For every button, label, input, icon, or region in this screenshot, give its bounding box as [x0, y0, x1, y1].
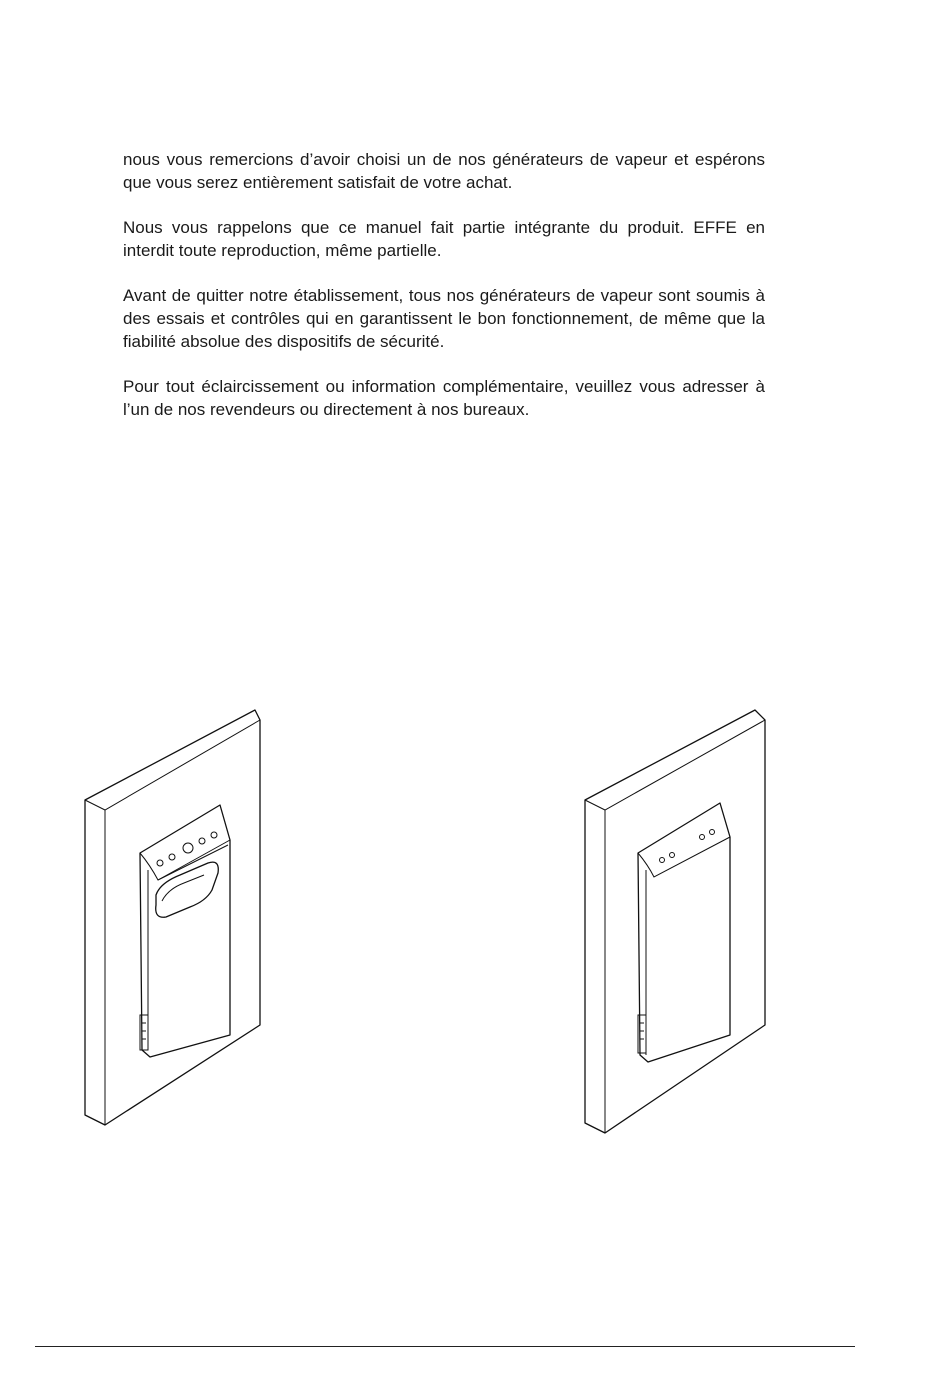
wall-mounted-steam-generator-icon	[580, 705, 780, 1135]
steam-generator-with-handle-illustration	[80, 705, 280, 1140]
paragraph-contact: Pour tout éclaircissement ou information complémentaire, veuillez vous adresser à l’un de nos revendeurs ou directement à nos bureaux.	[123, 377, 765, 419]
steam-generator-illustration	[580, 705, 780, 1140]
intro-text	[123, 148, 765, 443]
paragraph-thanks: nous vous remercions d’avoir choisi un de nos générateurs de vapeur et espérons que vous serez entièrement satisfait de votre achat.	[123, 150, 765, 192]
wall-mounted-steam-generator-with-handle-icon	[80, 705, 280, 1135]
paragraph-copyright: Nous vous rappelons que ce manuel fait partie intégrante du produit. EFFE en interdit toute reproduction, même partielle.	[123, 218, 765, 260]
footer-divider	[35, 1346, 855, 1347]
paragraph-testing: Avant de quitter notre établissement, tous nos générateurs de vapeur sont soumis à des essais et contrôles qui en garantissent le bon fonctionnement, de même que la fiabilité absolue des dispositifs de sécurité.	[123, 286, 765, 351]
